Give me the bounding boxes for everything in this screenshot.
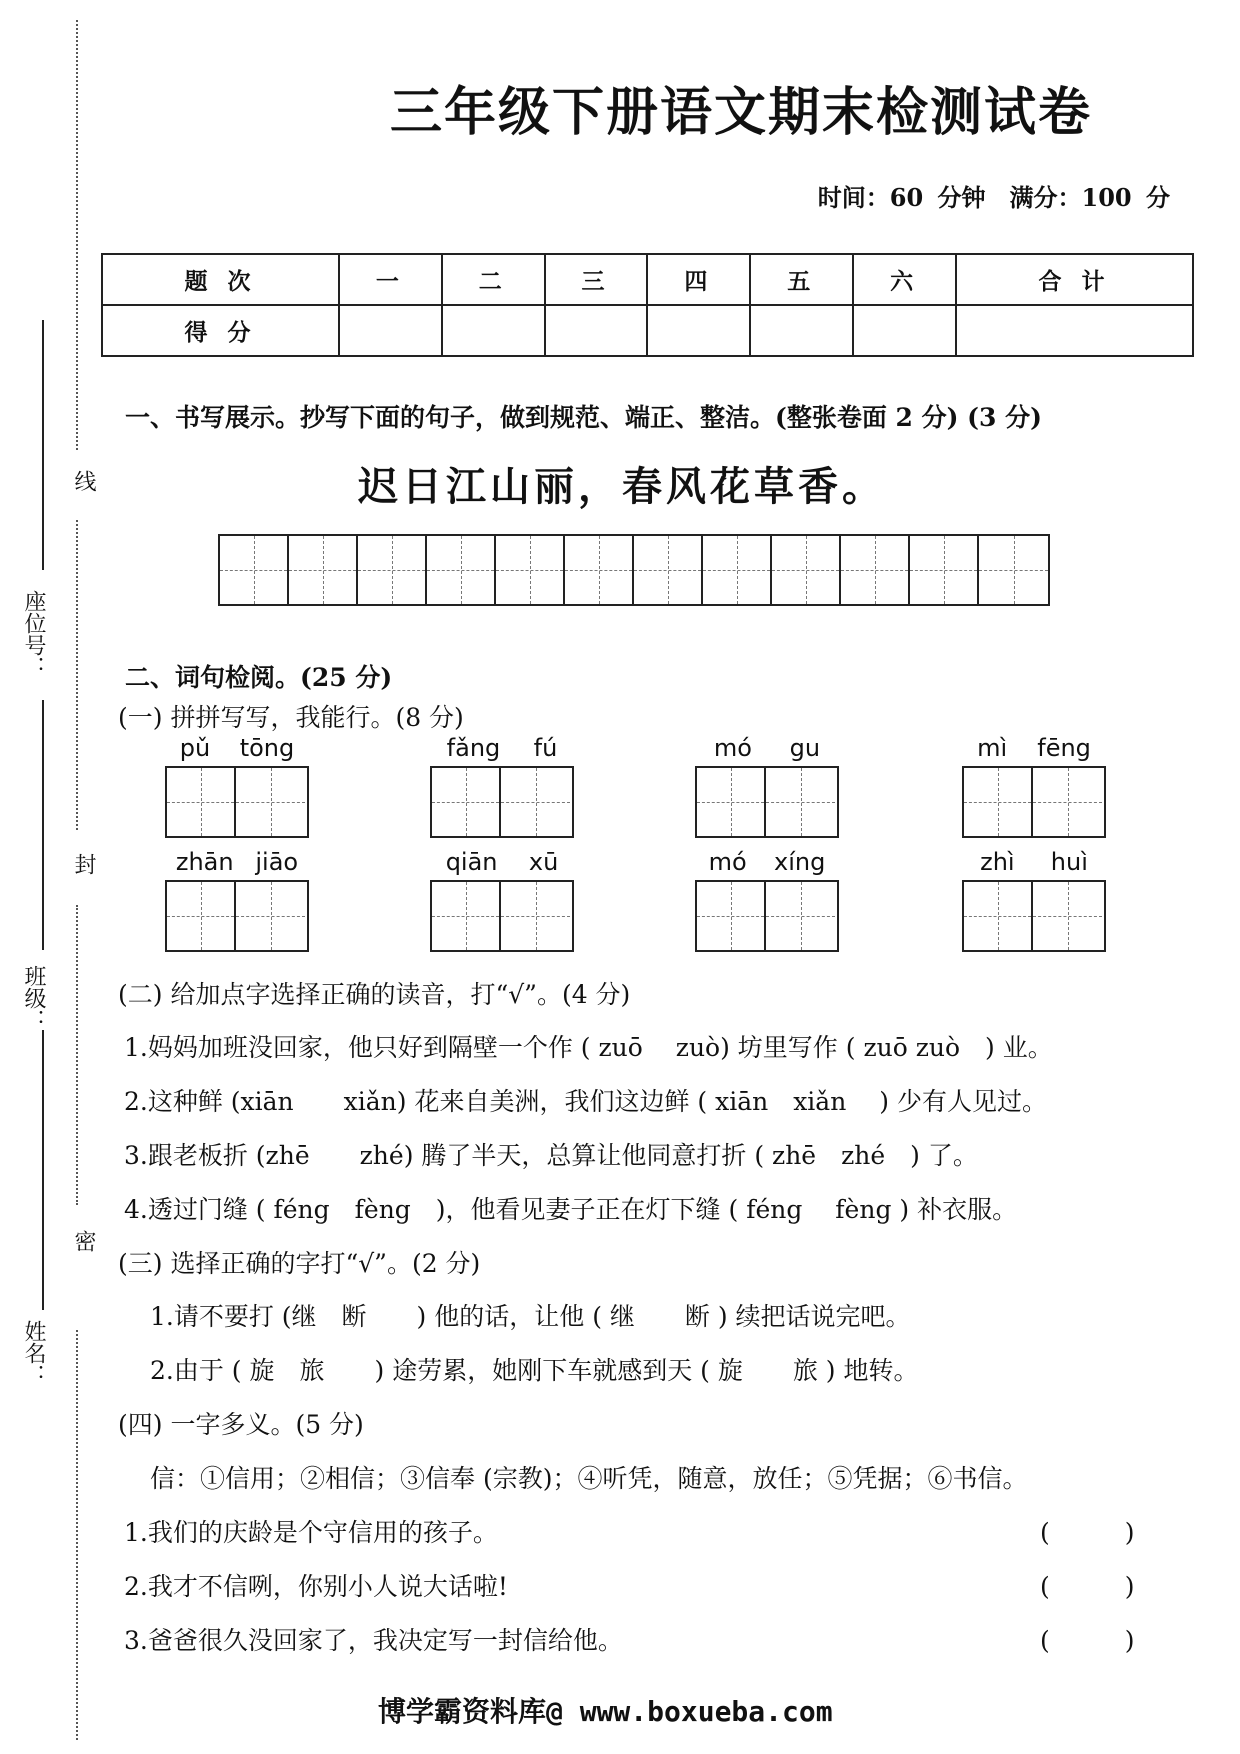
- section2-heading: 二、词句检阅。(25 分): [125, 663, 393, 692]
- word-writing-box[interactable]: [165, 766, 309, 838]
- writing-cell[interactable]: [772, 536, 841, 604]
- copy-sentence: 迟日江山丽，春风花草香。: [358, 463, 886, 510]
- pinyin-syllable: zhì: [980, 848, 1015, 876]
- writing-cell[interactable]: [427, 536, 496, 604]
- pinyin-syllable: qiān: [445, 848, 498, 876]
- copy-writing-grid[interactable]: [218, 534, 1050, 606]
- part2-question: 1.妈妈加班没回家，他只好到隔壁一个作 ( zuō zuò) 坊里写作 ( zuō zuò ) 业。: [124, 1033, 1053, 1062]
- score-header-cell: 四: [647, 254, 750, 305]
- writing-cell[interactable]: [697, 768, 766, 836]
- pinyin-label: [962, 734, 1106, 766]
- pinyin-item: [165, 734, 309, 838]
- pinyin-item: [962, 848, 1106, 952]
- name-label: 姓名：: [21, 1320, 46, 1386]
- writing-cell[interactable]: [979, 536, 1048, 604]
- writing-cell[interactable]: [703, 536, 772, 604]
- score-header-cell: 题 次: [102, 254, 339, 305]
- writing-cell[interactable]: [841, 536, 910, 604]
- score-table-header-row: [102, 254, 1193, 305]
- writing-cell[interactable]: [358, 536, 427, 604]
- word-writing-box[interactable]: [962, 880, 1106, 952]
- score-header-cell: 三: [545, 254, 648, 305]
- writing-cell[interactable]: [964, 882, 1033, 950]
- writing-cell[interactable]: [634, 536, 703, 604]
- writing-cell[interactable]: [236, 768, 305, 836]
- score-header-cell: 二: [442, 254, 545, 305]
- word-writing-box[interactable]: [430, 766, 574, 838]
- binding-dotted-line: [76, 20, 78, 450]
- part4-question: 3.爸爸很久没回家了，我决定写一封信给他。: [124, 1626, 623, 1655]
- pinyin-label: [695, 734, 839, 766]
- pinyin-label: [165, 848, 309, 880]
- pinyin-syllable: tōng: [239, 734, 295, 762]
- word-writing-box[interactable]: [430, 880, 574, 952]
- writing-cell[interactable]: [496, 536, 565, 604]
- word-writing-box[interactable]: [165, 880, 309, 952]
- class-label: 班级：: [21, 965, 46, 1031]
- pinyin-syllable: pǔ: [179, 734, 211, 762]
- seat-label: 座位号：: [21, 590, 46, 678]
- pinyin-syllable: gu: [789, 734, 821, 762]
- score-header-cell: 合 计: [956, 254, 1193, 305]
- part1-heading: (一) 拼拼写写，我能行。(8 分): [118, 703, 464, 732]
- pinyin-item: [695, 734, 839, 838]
- writing-cell[interactable]: [565, 536, 634, 604]
- binding-dotted-line: [76, 905, 78, 1205]
- word-writing-box[interactable]: [695, 880, 839, 952]
- score-input-cell[interactable]: [956, 305, 1193, 356]
- pinyin-syllable: fǎng: [446, 734, 501, 762]
- part2-question: 4.透过门缝 ( féng fèng )，他看见妻子正在灯下缝 ( féng fèng ) 补衣服。: [124, 1195, 1018, 1224]
- writing-cell[interactable]: [1033, 768, 1102, 836]
- pinyin-label: [165, 734, 309, 766]
- pinyin-label: [430, 848, 574, 880]
- binding-secret-char: 密: [71, 1230, 96, 1252]
- part2-question: 3.跟老板折 (zhē zhé) 腾了半天，总算让他同意打折 ( zhē zhé ) 了。: [124, 1141, 978, 1170]
- writing-cell[interactable]: [697, 882, 766, 950]
- pinyin-syllable: xū: [528, 848, 559, 876]
- answer-blank[interactable]: ( ): [1040, 1626, 1135, 1655]
- part3-question: 1.请不要打 (继 断 ) 他的话，让他 ( 继 断 ) 续把话说完吧。: [150, 1302, 911, 1331]
- pinyin-item: [695, 848, 839, 952]
- score-header-cell: 一: [339, 254, 442, 305]
- writing-cell[interactable]: [220, 536, 289, 604]
- writing-cell[interactable]: [964, 768, 1033, 836]
- score-input-cell[interactable]: [442, 305, 545, 356]
- score-header-cell: 六: [853, 254, 956, 305]
- writing-cell[interactable]: [910, 536, 979, 604]
- name-underline: [42, 1030, 44, 1310]
- score-input-cell[interactable]: [750, 305, 853, 356]
- exam-meta: 时间：60 分钟 满分：100 分: [817, 183, 1170, 212]
- word-writing-box[interactable]: [962, 766, 1106, 838]
- answer-blank[interactable]: ( ): [1040, 1572, 1135, 1601]
- writing-cell[interactable]: [501, 882, 570, 950]
- writing-cell[interactable]: [766, 882, 835, 950]
- pinyin-label: [695, 848, 839, 880]
- pinyin-syllable: fú: [533, 734, 558, 762]
- seat-underline: [42, 320, 44, 570]
- writing-cell[interactable]: [1033, 882, 1102, 950]
- pinyin-syllable: xíng: [774, 848, 826, 876]
- part4-question: 1.我们的庆龄是个守信用的孩子。: [124, 1518, 498, 1547]
- score-input-cell[interactable]: [853, 305, 956, 356]
- score-table: [101, 253, 1194, 357]
- writing-cell[interactable]: [432, 768, 501, 836]
- writing-cell[interactable]: [236, 882, 305, 950]
- writing-cell[interactable]: [766, 768, 835, 836]
- writing-cell[interactable]: [501, 768, 570, 836]
- watermark: 博学霸资料库@ www.boxueba.com: [378, 1695, 833, 1728]
- pinyin-syllable: jiāo: [255, 848, 299, 876]
- part4-definition: 信：①信用；②相信；③信奉 (宗教)；④听凭，随意，放任；⑤凭据；⑥书信。: [150, 1464, 1028, 1493]
- pinyin-item: [165, 848, 309, 952]
- pinyin-syllable: zhān: [175, 848, 234, 876]
- writing-cell[interactable]: [289, 536, 358, 604]
- score-input-cell[interactable]: [647, 305, 750, 356]
- pinyin-syllable: huì: [1050, 848, 1088, 876]
- pinyin-syllable: mó: [713, 734, 752, 762]
- part4-question: 2.我才不信咧，你别小人说大话啦!: [124, 1572, 508, 1601]
- score-header-cell: 五: [750, 254, 853, 305]
- writing-cell[interactable]: [167, 882, 236, 950]
- answer-blank[interactable]: ( ): [1040, 1518, 1135, 1547]
- score-table-score-row: [102, 305, 1193, 356]
- pinyin-label: [962, 848, 1106, 880]
- part3-heading: (三) 选择正确的字打“√”。(2 分): [118, 1249, 481, 1278]
- score-input-cell[interactable]: [545, 305, 648, 356]
- pinyin-item: [430, 734, 574, 838]
- binding-seal-char: 封: [71, 853, 96, 875]
- binding-dotted-line: [76, 520, 78, 830]
- part2-question: 2.这种鲜 (xiān xiǎn) 花来自美洲，我们这边鲜 ( xiān xiǎn ) 少有人见过。: [124, 1087, 1047, 1116]
- part2-heading: (二) 给加点字选择正确的读音，打“√”。(4 分): [118, 980, 631, 1009]
- pinyin-syllable: mì: [977, 734, 1008, 762]
- pinyin-item: [962, 734, 1106, 838]
- score-input-cell[interactable]: [339, 305, 442, 356]
- class-underline: [42, 700, 44, 950]
- binding-line-char: 线: [71, 470, 96, 492]
- part3-question: 2.由于 ( 旋 旅 ) 途劳累，她刚下车就感到天 ( 旋 旅 ) 地转。: [150, 1356, 919, 1385]
- part4-heading: (四) 一字多义。(5 分): [118, 1410, 364, 1439]
- binding-dotted-line: [76, 1330, 78, 1740]
- pinyin-syllable: mó: [708, 848, 747, 876]
- pinyin-syllable: fēng: [1037, 734, 1091, 762]
- score-row-label: 得 分: [102, 305, 339, 356]
- pinyin-item: [430, 848, 574, 952]
- writing-cell[interactable]: [167, 768, 236, 836]
- writing-cell[interactable]: [432, 882, 501, 950]
- section1-heading: 一、书写展示。抄写下面的句子，做到规范、端正、整洁。(整张卷面 2 分) (3 分): [125, 403, 1042, 432]
- page-title: 三年级下册语文期末检测试卷: [390, 82, 1093, 143]
- word-writing-box[interactable]: [695, 766, 839, 838]
- pinyin-label: [430, 734, 574, 766]
